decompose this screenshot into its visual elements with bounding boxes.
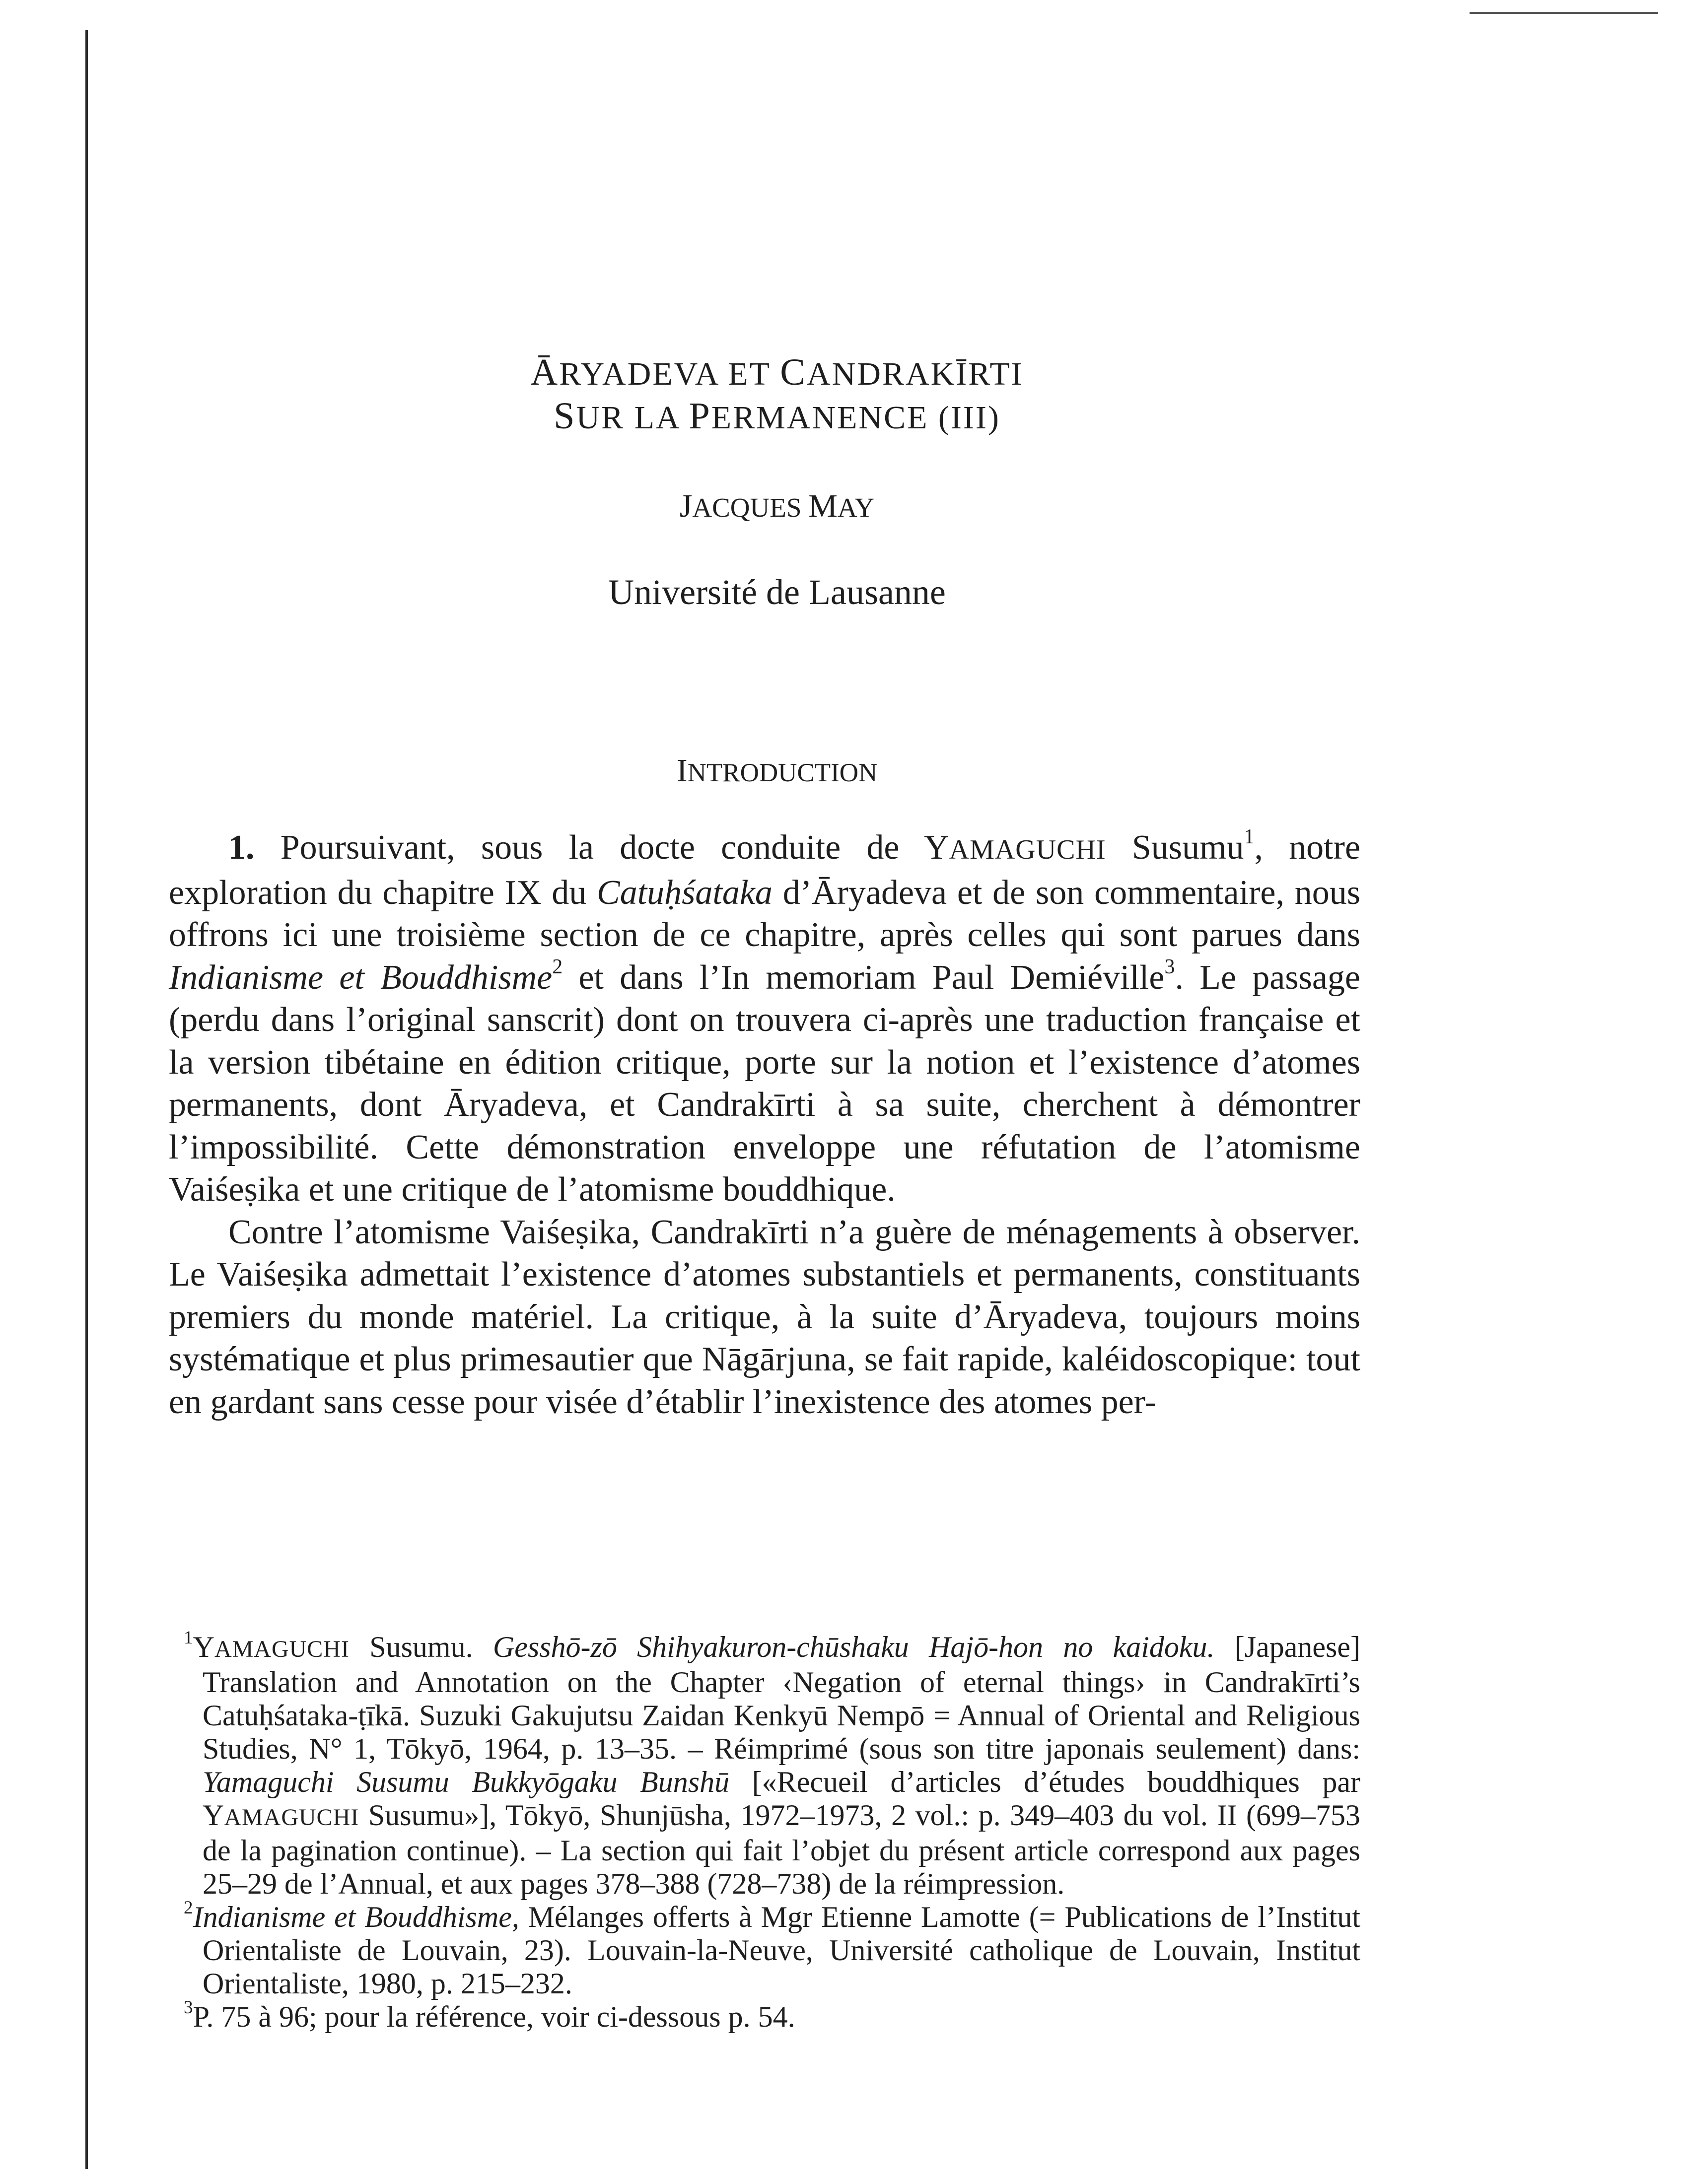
footnote-ref-2: 2 <box>552 955 563 978</box>
section-heading-introduction: INTRODUCTION <box>676 752 878 789</box>
work-title: Indianisme et Bouddhisme <box>169 958 553 997</box>
article-title-line-1: ĀRYADEVA ET CANDRAKĪRTI <box>530 351 1024 393</box>
footnote-2: $^2$Indianisme et Bouddhisme, Mélanges offerts à Mgr Etienne Lamotte (= Publications de l’Institut Orientaliste de Louvain, 23). Louvain-la-Neuve, Université catholique de Louvain, Institut Orientaliste, 1980, p. 215–232. <box>184 1898 1360 2000</box>
footnote-3: $^3$P. 75 à 96; pour la référence, voir ci-dessous p. 54. <box>184 1997 795 2033</box>
paragraph-2: Contre l’atomisme Vaiśeṣika, Candrakīrti n’a guère de ménagements à observer. Le Vaiśeṣika admettait l’existence d’atomes substantiels et permanents, constituants premiers du monde matériel. La critique, à la suite d’Āryadeva, toujours moins systématique et plus primesautier que Nāgārjuna, se fait rapide, kaléidoscopique: tout en gardant sans cesse pour visée d’établir l’inexistence des atomes per- <box>169 1213 1360 1421</box>
footnote-marker: 1 <box>184 1628 193 1648</box>
paragraph-1: 1. Poursuivant, sous la docte conduite de YAMAGUCHI Susumu$^1$, notre exploration du chapitre IX du Catuḥśataka d’Āryadeva et de son commentaire, nous offrons ici une troisième section de ce chapitre, après celles qui sont parues dans Indianisme et Bouddhisme$^2$ et dans l’In memoriam Paul Demiéville$^3$. Le passage (perdu dans l’original sanscrit) dont on trouvera ci-après une traduction française et la version tibétaine en édition critique, porte sur la notion et l’existence d’atomes permanents, dont Āryadeva, et Candrakīrti à sa suite, cherchent à démontrer l’impossibilité. Cette démonstration enveloppe une réfutation de l’atomisme Vaiśeṣika et une critique de l’atomisme bouddhique. <box>169 825 1361 1209</box>
body-text <box>169 826 1360 1423</box>
binding-margin-line <box>85 30 88 2169</box>
paragraph-number: 1. <box>228 828 255 867</box>
footnotes <box>169 1628 1361 2034</box>
work-title: Catuḥśataka <box>597 873 773 912</box>
footnote-marker: 2 <box>184 1898 193 1918</box>
article-title-line-2: SUR LA PERMANENCE (III) <box>554 395 1000 437</box>
author-name: JACQUES MAY <box>679 488 875 524</box>
footnote-ref-1: 1 <box>1244 825 1255 849</box>
footnote-ref-3: 3 <box>1164 955 1175 978</box>
top-edge-rule <box>1470 12 1658 14</box>
footnote-marker: 3 <box>184 1997 193 2018</box>
author-affiliation: Université de Lausanne <box>608 572 946 612</box>
footnote-1: $^1$YAMAGUCHI Susumu. Gesshō-zō Shihyakuron-chūshaku Hajō-hon no kaidoku. [Japanese] Translation and Annotation on the Chapter ‹Negation of eternal things› in Candrakīrti’s Catuḥśataka-ṭīkā. Suzuki Gakujutsu Zaidan Kenkyū Nempō = Annual of Oriental and Religious Studies, N° 1, Tōkyō, 1964, p. 13–35. – Réimprimé (sous son titre japonais seulement) dans: Yamaguchi Susumu Bukkyōgaku Bunshū [«Recueil d’articles d’études bouddhiques par YAMAGUCHI Susumu»], Tōkyō, Shunjūsha, 1972–1973, 2 vol.: p. 349–403 du vol. II (699–753 de la pagination continue). – La section qui fait l’objet du présent article correspond aux pages 25–29 de l’Annual, et aux pages 378–388 (728–738) de la réimpression. <box>184 1628 1361 1900</box>
